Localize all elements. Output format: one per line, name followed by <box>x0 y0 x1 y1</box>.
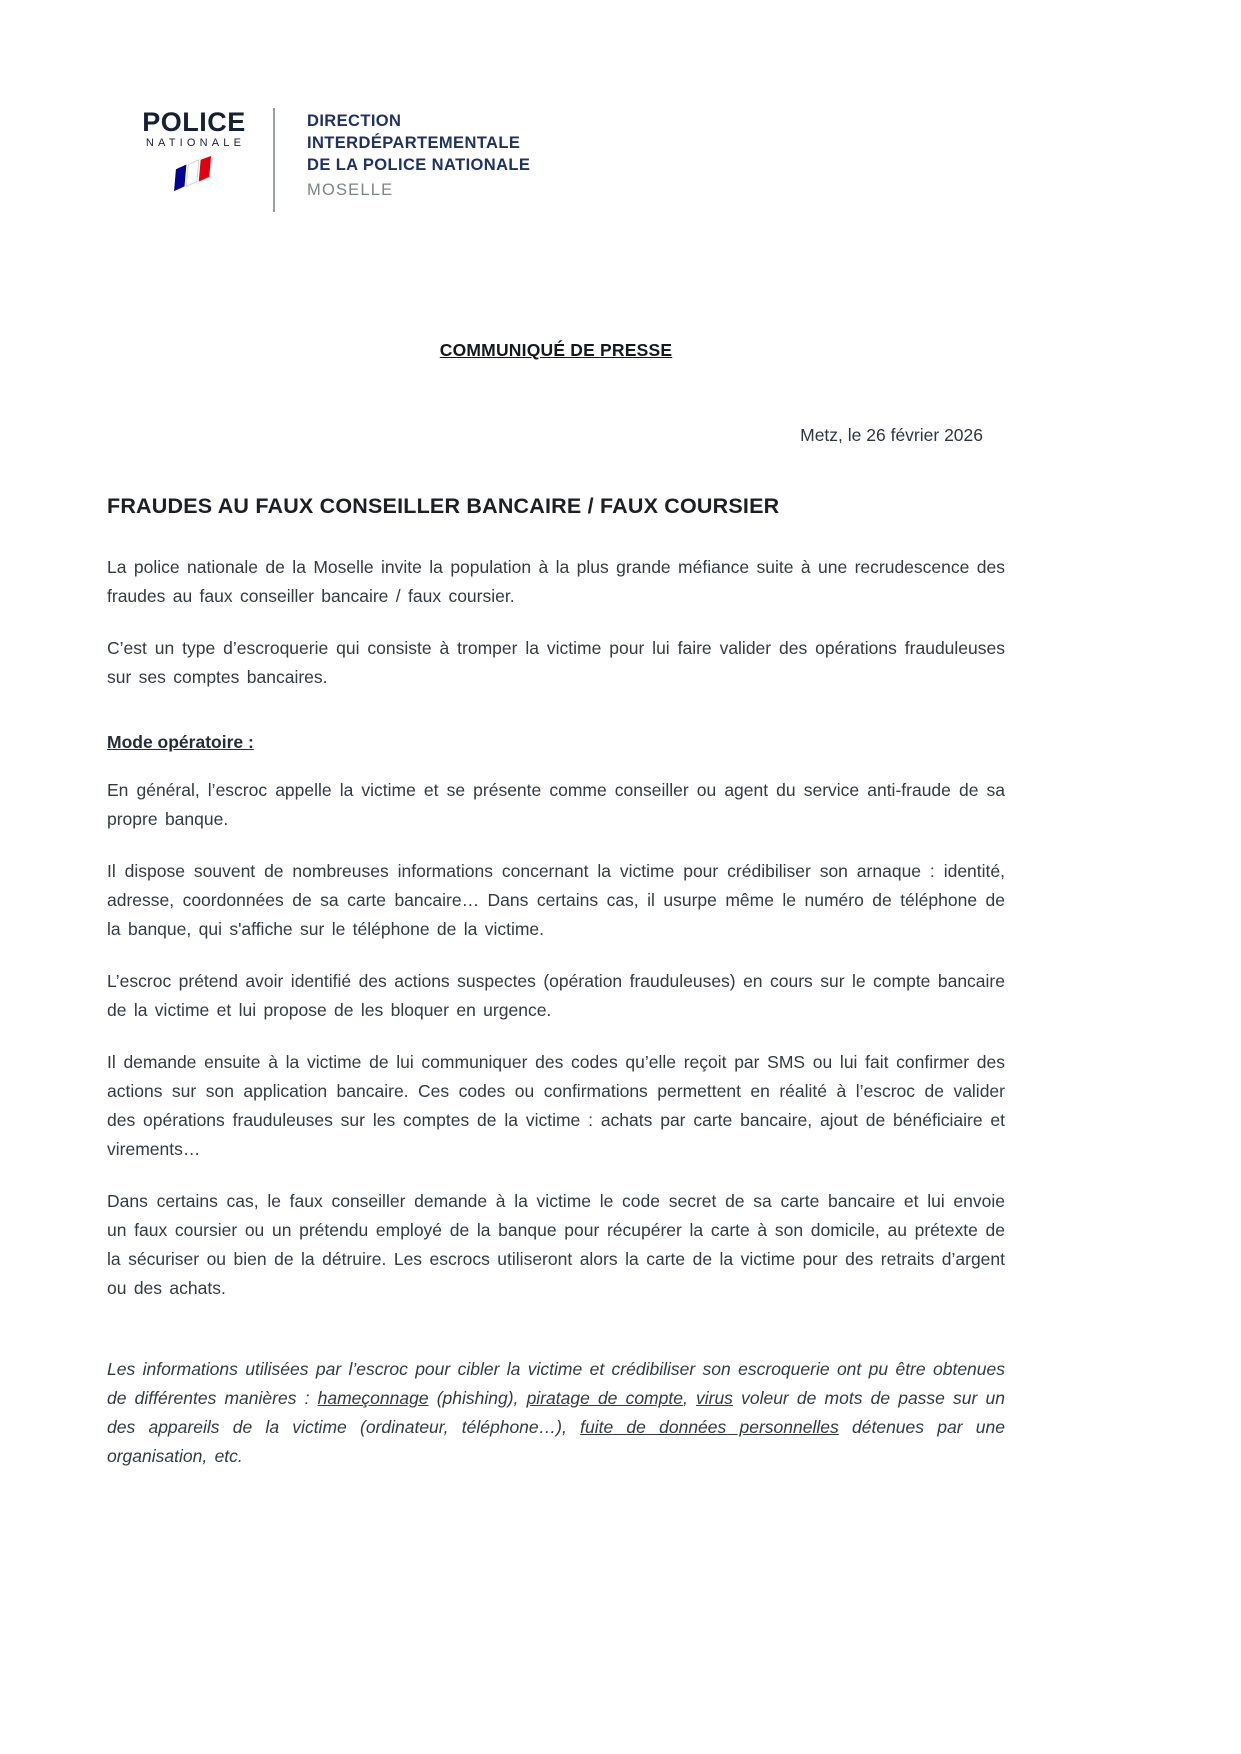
footnote-text: , <box>682 1388 696 1408</box>
letterhead <box>135 108 1005 212</box>
mode-paragraph-2: Il dispose souvent de nombreuses informations concernant la victime pour crédibiliser son arnaque : identité, adresse, coordonnées de sa carte bancaire… Dans certains cas, il usurpe même le numéro de téléphone de la banque, qui s'affiche sur le téléphone de la victime. <box>107 861 1005 939</box>
footnote-paragraph <box>107 1355 1005 1471</box>
intro-paragraph-2: C’est un type d’escroquerie qui consiste à tromper la victime pour lui faire valider des opérations frauduleuses sur ses comptes bancaires. <box>107 638 1005 687</box>
mode-paragraph-1: En général, l’escroc appelle la victime et se présente comme conseiller ou agent du service anti-fraude de sa propre banque. <box>107 780 1005 829</box>
footnote-text: détenues par une organisation, etc. <box>107 1417 1006 1466</box>
mode-paragraph-5: Dans certains cas, le faux conseiller demande à la victime le code secret de sa carte bancaire et lui envoie un faux coursier ou un prétendu employé de la banque pour récupérer la carte à son domicile, au prétexte de la sécuriser ou bien de la détruire. Les escrocs utiliseront alors la carte de la victime pour des retraits d’argent ou des achats. <box>107 1191 1005 1298</box>
org-identity-block <box>275 108 530 212</box>
police-nationale-logo <box>135 108 253 212</box>
section-heading-mode-operatoire: Mode opératoire : <box>107 732 254 752</box>
footnote-link[interactable]: piratage de compte <box>526 1388 683 1408</box>
press-release-title: COMMUNIQUÉ DE PRESSE <box>439 340 673 360</box>
footnote-text: Les informations utilisées par l’escroc pour cibler la victime et crédibiliser son escroquerie ont pu être obtenues de différentes manières : <box>107 1359 1005 1408</box>
logo-nationale-text: NATIONALE <box>145 137 246 149</box>
org-department: MOSELLE <box>307 181 394 199</box>
french-flag-icon <box>135 156 253 199</box>
footnote-link[interactable]: fuite de données personnelles <box>580 1417 839 1437</box>
footnote-link[interactable]: virus <box>695 1388 733 1408</box>
footnote-link[interactable]: hameçonnage <box>317 1388 429 1408</box>
dateline: Metz, le 26 février 2026 <box>800 425 983 445</box>
mode-paragraph-3: L’escroc prétend avoir identifié des actions suspectes (opération frauduleuses) en cours sur le compte bancaire de la victime et lui propose de les bloquer en urgence. <box>107 971 1005 1020</box>
org-line-2: INTERDÉPARTEMENTALE <box>307 134 521 152</box>
footnote-text: (phishing), <box>428 1388 527 1408</box>
document-headline: FRAUDES AU FAUX CONSEILLER BANCAIRE / FAUX COURSIER <box>107 494 780 518</box>
footnote-text: voleur de mots de passe sur un des appareils de la victime (ordinateur, téléphone…), <box>107 1388 1005 1437</box>
org-line-3: DE LA POLICE NATIONALE <box>307 156 531 174</box>
logo-police-text: POLICE <box>142 107 246 137</box>
org-line-1: DIRECTION <box>307 112 402 130</box>
mode-paragraph-4: Il demande ensuite à la victime de lui communiquer des codes qu’elle reçoit par SMS ou lui fait confirmer des actions sur son application bancaire. Ces codes ou confirmations permettent en réalité à l’escroc de valider des opérations frauduleuses sur les comptes de la victime : achats par carte bancaire, ajout de bénéficiaire et virements… <box>107 1052 1005 1159</box>
intro-paragraph-1: La police nationale de la Moselle invite la population à la plus grande méfiance suite à une recrudescence des fraudes au faux conseiller bancaire / faux coursier. <box>107 557 1005 606</box>
